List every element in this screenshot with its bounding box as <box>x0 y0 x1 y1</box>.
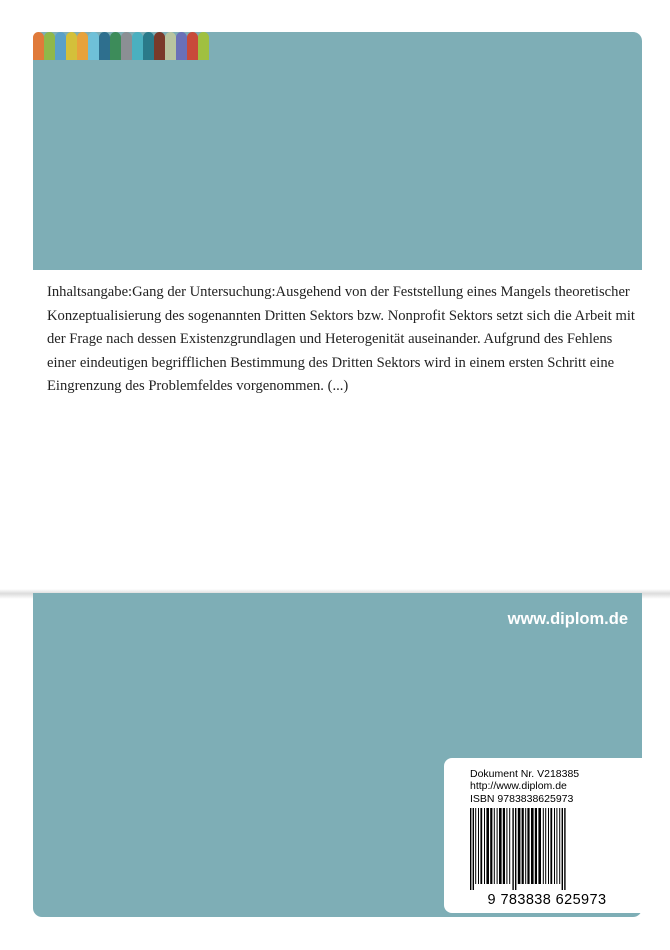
barcode-bar <box>554 808 555 884</box>
barcode-bar <box>512 808 513 890</box>
barcode-bar <box>503 808 505 884</box>
barcode-bar <box>559 808 560 884</box>
color-tab <box>77 32 88 60</box>
barcode-bar <box>494 808 495 884</box>
barcode-bar <box>518 808 521 884</box>
isbn: ISBN 9783838625973 <box>470 792 574 805</box>
barcode-bar <box>490 808 492 884</box>
color-tab <box>110 32 121 60</box>
color-tab <box>187 32 198 60</box>
barcode-bar <box>480 808 482 884</box>
barcode-bar <box>548 808 549 884</box>
barcode-bar <box>509 808 510 884</box>
isbn-barcode <box>462 808 632 906</box>
color-tab <box>198 32 209 60</box>
barcode-digits: 9 783838 625973 <box>487 892 607 906</box>
color-tab <box>66 32 77 60</box>
publisher-url: www.diplom.de <box>507 610 628 628</box>
color-tab <box>176 32 187 60</box>
barcode-bar <box>486 808 489 884</box>
barcode-bar <box>556 808 557 884</box>
barcode-bar <box>527 808 529 884</box>
barcode-bar <box>562 808 563 890</box>
color-tab <box>154 32 165 60</box>
barcode-bar <box>543 808 544 884</box>
color-tab <box>165 32 176 60</box>
barcode-bar <box>484 808 485 884</box>
barcode-bar <box>531 808 534 884</box>
color-tab <box>99 32 110 60</box>
barcode-bar <box>525 808 526 884</box>
color-tab <box>143 32 154 60</box>
document-url: http://www.diplom.de <box>470 780 567 793</box>
barcode-bar <box>506 808 507 884</box>
abstract-text: Inhaltsangabe:Gang der Untersuchung:Ausgehend von der Feststellung eines Mangels theoretischer Konzeptualisierung des sogenannten Dritten Sektors bzw. Nonprofit Sektors setzt sich die Arbeit mit der Frage nach dessen Existenzgrundlagen und Heterogenität auseinander. Aufgrund des Fehlens einer eindeutigen begrifflichen Bestimmung des Dritten Sektors wird in einem ersten Schritt eine Eingrenzung des Problemfeldes vorgenommen. (...) <box>47 284 635 394</box>
color-tab <box>132 32 143 60</box>
barcode-bar <box>478 808 479 884</box>
barcode-bar <box>550 808 552 884</box>
barcode-bar <box>545 808 546 884</box>
cover-top-panel <box>33 32 642 270</box>
barcode-bar <box>499 808 502 884</box>
barcode-meta <box>470 768 579 805</box>
barcode-bar <box>515 808 516 890</box>
barcode-label <box>444 758 642 913</box>
barcode-bar <box>522 808 524 884</box>
color-tab <box>121 32 132 60</box>
barcode-bar <box>535 808 537 884</box>
barcode-bar <box>475 808 476 884</box>
color-tab <box>88 32 99 60</box>
barcode-bar <box>497 808 498 884</box>
barcode-bar <box>473 808 474 890</box>
color-tab <box>55 32 66 60</box>
barcode-bar <box>564 808 565 890</box>
barcode-bar <box>538 808 541 884</box>
document-number: Dokument Nr. V218385 <box>470 768 580 780</box>
color-tab <box>33 32 44 60</box>
barcode-bar <box>470 808 471 890</box>
color-tab <box>44 32 55 60</box>
color-tab-strip <box>33 32 209 60</box>
